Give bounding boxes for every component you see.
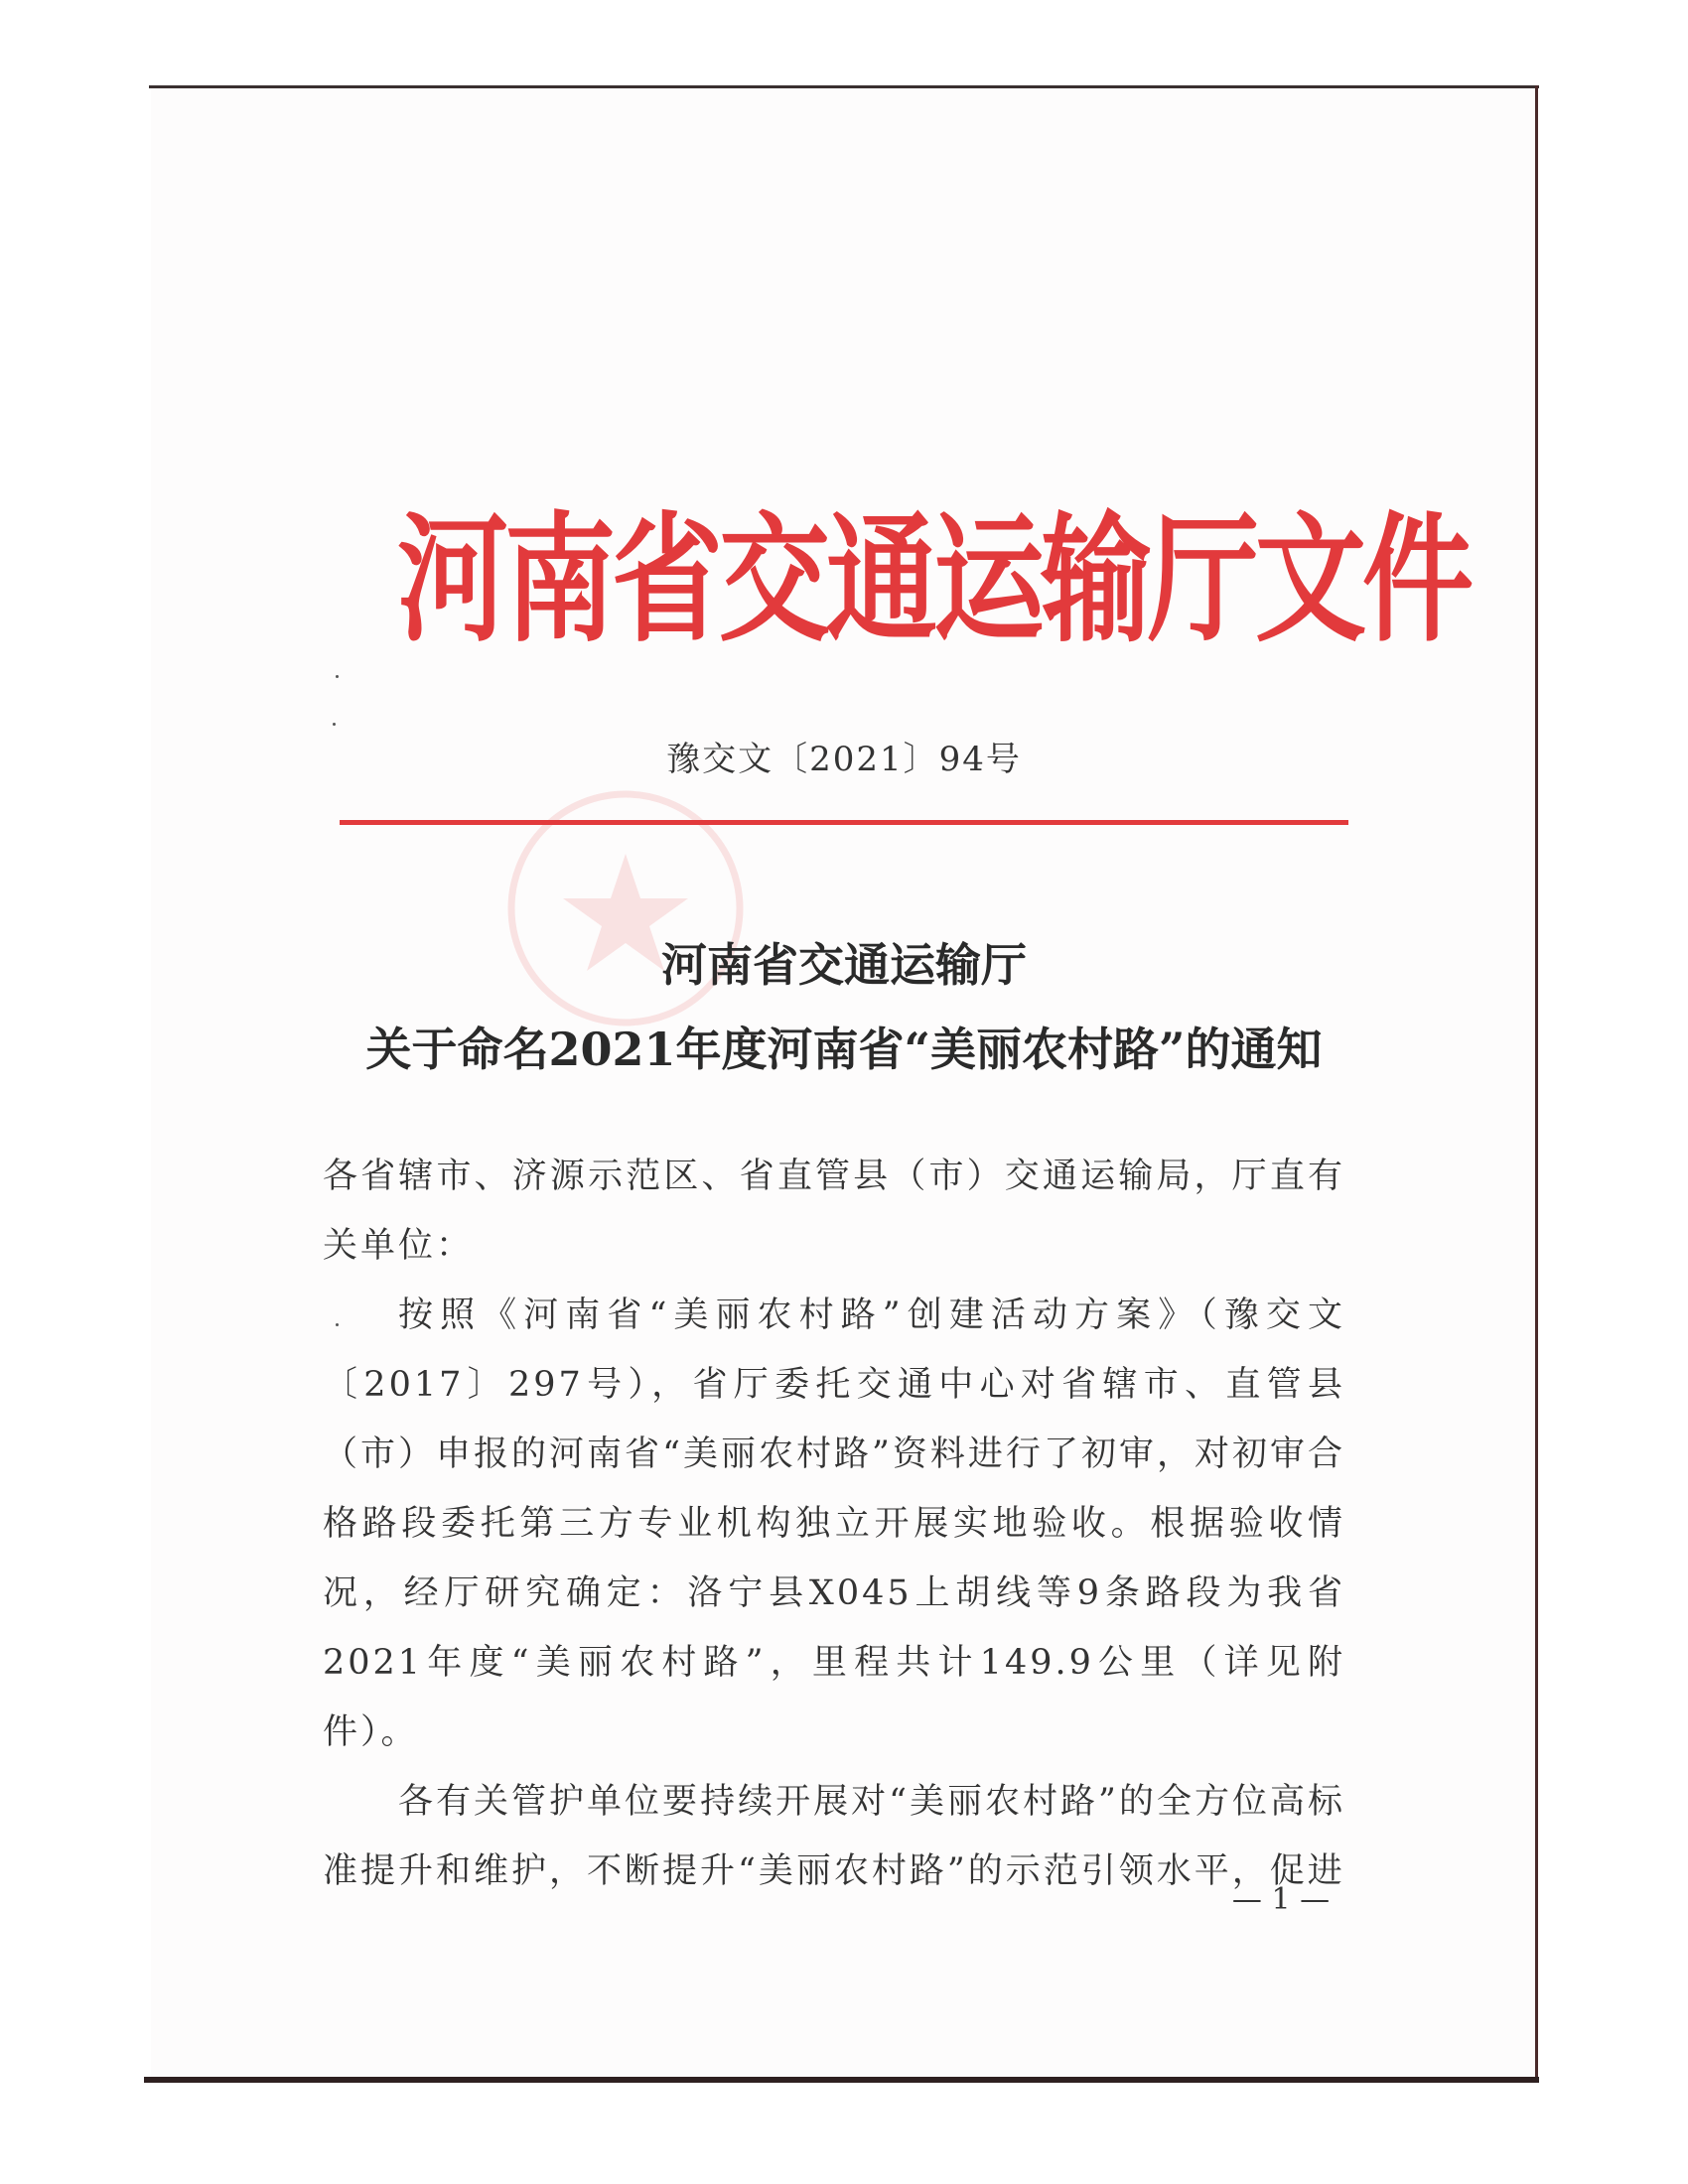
scan-speck <box>336 675 339 678</box>
page-edge-top <box>149 85 1539 88</box>
page-edge-right <box>1535 85 1538 2081</box>
page-edge-bottom <box>144 2077 1539 2083</box>
scan-speck <box>333 723 336 726</box>
body-paragraph: 按照《河南省“美丽农村路”创建活动方案》（豫交文〔2017〕297号），省厅委托交通中心对省辖市、直管县（市）申报的河南省“美丽农村路”资料进行了初审，对初审合格路段委托第三方专业机构独立开展实地验收。根据验收情况，经厅研究确定：洛宁县X045上胡线等9条路段为我省2021年度“美丽农村路”，里程共计149.9公里（详见附件）。 <box>323 1296 1345 1752</box>
document-masthead: 河南省交通运输厅文件 <box>397 499 1470 662</box>
document-number: 豫交文〔2021〕94号 <box>666 740 1022 779</box>
notice-title-subject: 关于命名2021年度河南省“美丽农村路”的通知 <box>365 1023 1323 1076</box>
notice-body <box>323 1142 1345 1906</box>
notice-title-issuer: 河南省交通运输厅 <box>661 938 1027 992</box>
recipients-line: 各省辖市、济源示范区、省直管县（市）交通运输局，厅直有关单位： <box>323 1157 1345 1266</box>
red-separator-line <box>340 820 1348 825</box>
page-number: — 1 — <box>1231 1882 1331 1917</box>
body-paragraph: 各有关管护单位要持续开展对“美丽农村路”的全方位高标准提升和维护，不断提升“美丽农村路”的示范引领水平，促进 <box>323 1782 1345 1891</box>
